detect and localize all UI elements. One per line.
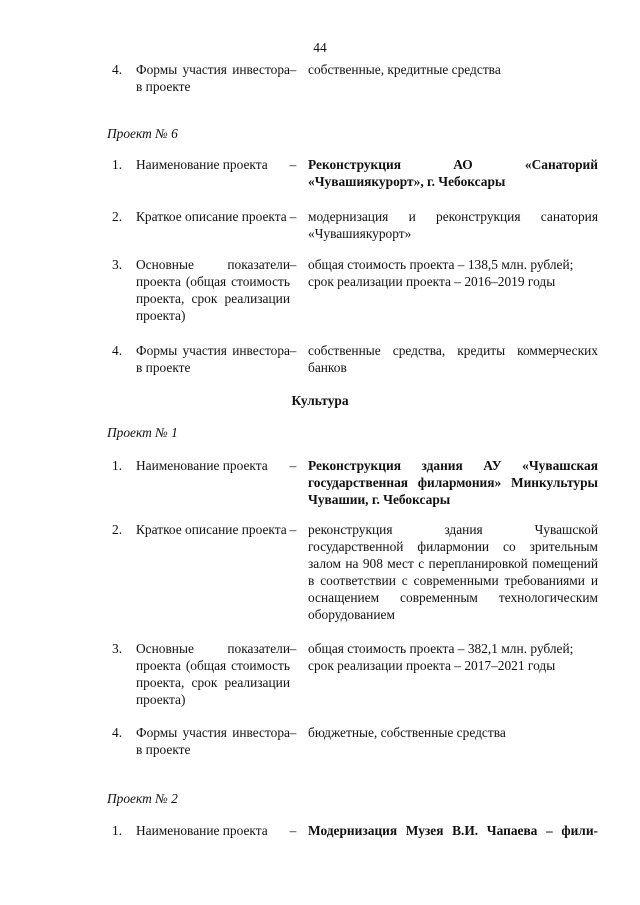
section-heading: Культура xyxy=(291,393,349,408)
item-number: 2. xyxy=(112,209,123,224)
item-label: Краткое описание проекта xyxy=(136,522,287,537)
item-value: Реконструкция АО «Санаторий «Чувашиякурорт», г. Чебоксары xyxy=(308,157,598,189)
value-line: общая стоимость проекта – 138,5 млн. рублей; xyxy=(308,257,574,272)
dash: – xyxy=(289,522,297,537)
value-line: срок реализации проекта – 2017–2021 годы xyxy=(308,658,556,673)
dash: – xyxy=(289,257,297,272)
dash: – xyxy=(289,458,297,473)
item-number: 4. xyxy=(112,725,123,740)
item-number: 1. xyxy=(112,157,123,172)
item-value: Модернизация Музея В.И. Чапаева – фили- xyxy=(308,823,598,838)
item-value xyxy=(308,640,598,674)
item-value xyxy=(308,256,598,290)
item-value: модернизация и реконструкция санатория «Чувашиякурорт» xyxy=(308,209,598,241)
dash: – xyxy=(289,725,297,740)
item-label: Основные показатели проекта (общая стоимость проекта, срок реализации проекта) xyxy=(136,257,290,323)
item-label: Краткое описание проекта xyxy=(136,209,287,224)
item-value: бюджетные, собственные средства xyxy=(308,725,506,740)
dash: – xyxy=(289,209,297,224)
item-number: 3. xyxy=(112,257,123,272)
item-label: Основные показатели проекта (общая стоимость проекта, срок реализации проекта) xyxy=(136,641,290,707)
item-label: Формы участия инвестора в проекте xyxy=(136,343,290,375)
item-label: Наименование проекта xyxy=(136,823,268,838)
dash: – xyxy=(289,343,297,358)
item-value: Реконструкция здания АУ «Чувашская государственная филармония» Минкультуры Чувашии, г. Чебоксары xyxy=(308,458,598,507)
item-value: реконструкция здания Чувашской государственной филармонии со зрительным залом на 908 мест с перепланировкой помещений в соответствии с современными требованиями и оснащением современным технологическим оборудованием xyxy=(308,522,598,622)
item-value: собственные, кредитные средства xyxy=(308,62,501,77)
item-number: 4. xyxy=(112,62,123,77)
item-number: 3. xyxy=(112,641,123,656)
item-label: Наименование проекта xyxy=(136,458,268,473)
item-number: 1. xyxy=(112,823,123,838)
dash: – xyxy=(289,823,297,838)
item-label: Формы участия инвестора в проекте xyxy=(136,725,290,757)
dash: – xyxy=(289,157,297,172)
project-heading: Проект № 6 xyxy=(107,126,178,141)
item-label: Наименование проекта xyxy=(136,157,268,172)
project-heading: Проект № 1 xyxy=(107,425,178,440)
item-label: Формы участия инвестора в проекте xyxy=(136,62,290,94)
item-number: 4. xyxy=(112,343,123,358)
value-line: общая стоимость проекта – 382,1 млн. рублей; xyxy=(308,641,574,656)
value-line: срок реализации проекта – 2016–2019 годы xyxy=(308,274,556,289)
dash: – xyxy=(289,641,297,656)
item-number: 2. xyxy=(112,522,123,537)
project-heading: Проект № 2 xyxy=(107,791,178,806)
item-value: собственные средства, кредиты коммерческих банков xyxy=(308,343,598,375)
dash: – xyxy=(289,62,297,77)
page-number: 44 xyxy=(313,40,327,55)
item-number: 1. xyxy=(112,458,123,473)
